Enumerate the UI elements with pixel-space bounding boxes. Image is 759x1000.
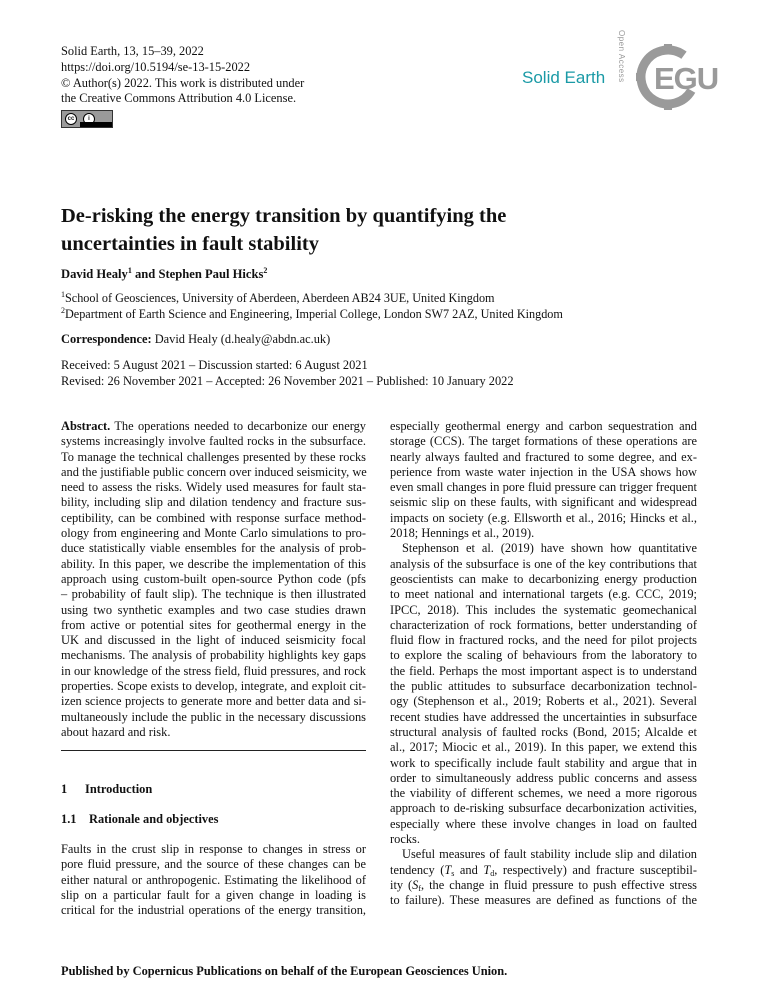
authors [61,267,267,282]
affiliation [61,291,495,306]
cc-by-badge[interactable] [61,110,113,128]
text-line [390,450,697,465]
text-span: the public attitudes to subsurface decarbonization technol- [390,679,697,694]
text-line [390,526,697,541]
text-span: rocks. [390,832,420,847]
text-span: pore fluid pressure, and the source of these changes can be [61,857,366,872]
section-title: Rationale and objectives [89,812,219,826]
text-line [61,633,366,648]
text-line [390,434,697,449]
text-line [390,740,697,755]
text-span: ceptibility, can be combined with response surface method- [61,510,366,525]
svg-text:EGU: EGU [654,61,719,96]
journal-name: Solid Earth [522,68,606,87]
text-line [61,541,366,556]
received-dates: Received: 5 August 2021 – Discussion started: 6 August 2021 [61,358,368,372]
text-span: – probability of fault slip). The technique is then illustrated [61,587,366,602]
affiliation-text: Department of Earth Science and Engineering, Imperial College, London SW7 2AZ, United Kingdom [65,307,563,321]
text-span: perience from waste water injection in the USA shows how [390,464,697,479]
author-separator: and [131,267,159,281]
text-line [61,888,366,903]
text-span: izen science projects to generate more and better data and si- [61,694,366,709]
subscript: s [451,868,455,878]
text-span: ity ( [390,877,413,892]
text-span: to failure). These measures are defined as functions of the [390,893,697,908]
text-line [390,679,697,694]
text-line [61,710,366,725]
text-span: approach using custom-built open-source Python code (pfs [61,571,366,586]
citation: Solid Earth, 13, 15–39, 2022 [61,44,204,58]
text-span: structural analysis of faulted rocks (Bond, 2015; Alcalde et [390,724,697,739]
license: the Creative Commons Attribution 4.0 License. [61,91,297,106]
text-line [61,587,366,602]
article-header [61,44,304,107]
abstract-divider [61,750,366,751]
text-line [390,511,697,526]
text-line [390,878,697,893]
text-span: Stephenson et al. (2019) have shown how quantitative [402,541,697,556]
text-line [390,633,697,648]
text-line [390,893,697,908]
correspondence-label: Correspondence: [61,332,152,346]
text-line [390,847,697,862]
section-heading-introduction [61,782,152,797]
title-line: De-risking the energy transition by quantifying the [61,205,507,227]
math-symbol: T [483,862,491,877]
dates [61,358,514,390]
egu-logo-icon [634,40,719,114]
text-span: UK and discussed in the light of induced seismicity focal [61,633,366,648]
text-line [390,541,697,556]
correspondence-email[interactable]: David Healy (d.healy@abdn.ac.uk) [151,332,331,346]
open-access-label: Open Access [617,30,626,83]
affiliation [61,307,563,322]
text-span: the viability of different schemes, we need a more rigorous [390,786,697,801]
text-line [390,495,697,510]
subscript: d [490,868,495,878]
affiliation-ref: 2 [263,266,268,275]
text-line [61,842,366,857]
text-span: recent studies have addressed the uncertainties in subsurface [390,709,697,724]
cc-icon: cc [65,113,77,125]
math-symbol: T [444,862,452,877]
text-line [61,572,366,587]
text-span: 2018; Hennings et al., 2019). [390,526,535,541]
text-line [61,694,366,709]
text-span: storage (CCS). The target formations of these operations are [390,434,697,449]
text-span: characterization of rock formations, better understanding of [390,617,697,632]
text-line [390,725,697,740]
text-span: to explore the scaling of behaviours from the laboratory to [390,648,697,663]
text-span: order to simultaneously address public concerns and assess [390,770,697,785]
text-line [61,725,366,740]
text-line [61,648,366,663]
text-line [61,480,366,495]
introduction-text [61,842,366,918]
text-span: , respectively) and fracture susceptibil- [494,862,697,877]
text-span: impacts on society (e.g. Ellsworth et al., 2016; Hincks et al., [390,510,697,525]
text-line [390,572,697,587]
text-span: especially geothermal energy and carbon sequestration and [390,419,697,433]
text-line [61,873,366,888]
text-line [61,511,366,526]
text-line [390,786,697,801]
text-line [61,603,366,618]
text-span: bility, including slip and dilation tendency and fracture sus- [61,495,366,510]
math-symbol: S [412,877,419,892]
text-line [61,679,366,694]
subscript: f [418,883,422,893]
copyright: © Author(s) 2022. This work is distributed under [61,75,305,90]
text-line [390,710,697,725]
right-column-text [390,419,697,909]
text-line [390,694,697,709]
text-line [61,419,366,434]
text-span: either natural or anthropogenic. Estimating the likelihood of [61,872,366,887]
text-span: using two synthetic examples and two case studies drawn [61,602,366,617]
text-span: especially where these involve changes in load on faulted [390,816,697,831]
text-line [61,618,366,633]
text-span: analysis of the subsurface is one of the key contributions that [390,556,697,571]
text-line [61,903,366,918]
text-span: work to specifically include fault stability and argue that in [390,755,697,770]
text-span: the field. Perhaps the most important aspect is to understand [390,663,697,678]
section-title: Introduction [85,782,153,796]
text-span: ability. In this paper, we describe the implementation of this [61,556,366,571]
text-line [61,465,366,480]
text-span: nearly always faulted and fractured to some degree, and ex- [390,449,697,464]
author: David Healy [61,267,128,281]
section-number: 1.1 [61,812,77,826]
text-span: tendency ( [390,862,445,877]
text-line [390,863,697,878]
text-line [390,557,697,572]
affiliation-number: 2 [61,306,65,315]
text-line [390,771,697,786]
text-line [61,557,366,572]
doi-link[interactable]: https://doi.org/10.5194/se-13-15-2022 [61,59,251,74]
text-line [390,756,697,771]
text-span: systems increasingly involve faulted rocks in the subsurface. [61,434,366,449]
text-span: duce statistically viable ensembles for the analysis of prob- [61,541,366,556]
text-span: approach to de-risking subsurface decarbonization activities, [390,801,697,816]
text-span: to meet national and international targets (e.g. CCC, 2019; [390,587,697,602]
text-span: mechanisms. The analysis of probability highlights key gaps [61,648,366,663]
text-span: slip on a particular fault for a given change in loading is [61,887,366,902]
affiliation-text: School of Geosciences, University of Aberdeen, Aberdeen AB24 3UE, United Kingdom [65,291,495,305]
text-line [390,603,697,618]
section-number: 1 [61,782,68,796]
text-span: in our knowledge of the stress field, fluid pressures, and rock [61,663,366,678]
text-span: and [454,862,484,877]
text-span: seismic slip on these faults, with significant and widespread [390,495,697,510]
revised-dates: Revised: 26 November 2021 – Accepted: 26 November 2021 – Published: 10 January 2022 [61,373,514,388]
text-line [390,618,697,633]
author: Stephen Paul Hicks [158,267,264,281]
affiliation-ref: 1 [127,266,132,275]
text-line [390,480,697,495]
text-span: critical for the industrial operations of the energy transition, [61,903,366,918]
text-line [61,434,366,449]
text-line [390,664,697,679]
text-line [61,495,366,510]
text-span: geoscientists can make to decarbonizing energy production [390,571,697,586]
text-line [390,817,697,832]
attribution-icon: i [83,113,95,125]
text-span: about hazard and risk. [61,724,171,739]
text-span: al., 2017; Miocic et al., 2019). In this paper, we extend this [390,740,697,755]
text-span: and the justifiable public concern over induced seismicity, we [61,464,367,479]
text-span: To manage the technical challenges presented by these rocks [61,449,366,464]
text-span: IPCC, 2018). This includes the systematic geomechanical [390,602,697,617]
subsection-heading-rationale [61,812,218,827]
text-span: Useful measures of fault stability include slip and dilation [402,847,697,862]
text-line [61,664,366,679]
text-span: properties. Scope exists to develop, integrate, and exploit cit- [61,679,366,694]
text-span: , the change in fluid pressure to push effective stress [421,877,697,892]
abstract-label: Abstract. [61,419,111,433]
text-line [61,450,366,465]
text-span: multaneously include the public in the necessary discussions [61,709,366,724]
text-line [390,801,697,816]
text-line [61,857,366,872]
text-span: need to assess the risks. Widely used measures for fault sta- [61,480,366,495]
affiliation-number: 1 [61,290,65,299]
text-line [390,419,697,434]
text-span: from active or potential sites for geothermal energy in the [61,617,366,632]
publisher-footer: Published by Copernicus Publications on behalf of the European Geosciences Union. [61,964,508,978]
text-line [390,648,697,663]
article-title [61,203,661,258]
text-span: ology from engineering and Monte Carlo simulations to pro- [61,526,366,541]
text-span: fluid flow in fractured rocks, and the need for pilot projects [390,633,697,648]
by-strip [80,122,112,127]
text-span: Faults in the crust slip in response to changes in stress or [61,842,366,856]
text-span: even small changes in pore fluid pressure can trigger frequent [390,480,697,495]
title-line: uncertainties in fault stability [61,232,319,255]
text-line [390,587,697,602]
text-line [61,526,366,541]
text-line [390,832,697,847]
correspondence [61,332,330,348]
text-line [390,465,697,480]
text-span: ogy (Stephenson et al., 2019; Roberts et al., 2021). Several [390,694,697,709]
text-span: The operations needed to decarbonize our energy [110,419,366,433]
abstract [61,419,366,740]
